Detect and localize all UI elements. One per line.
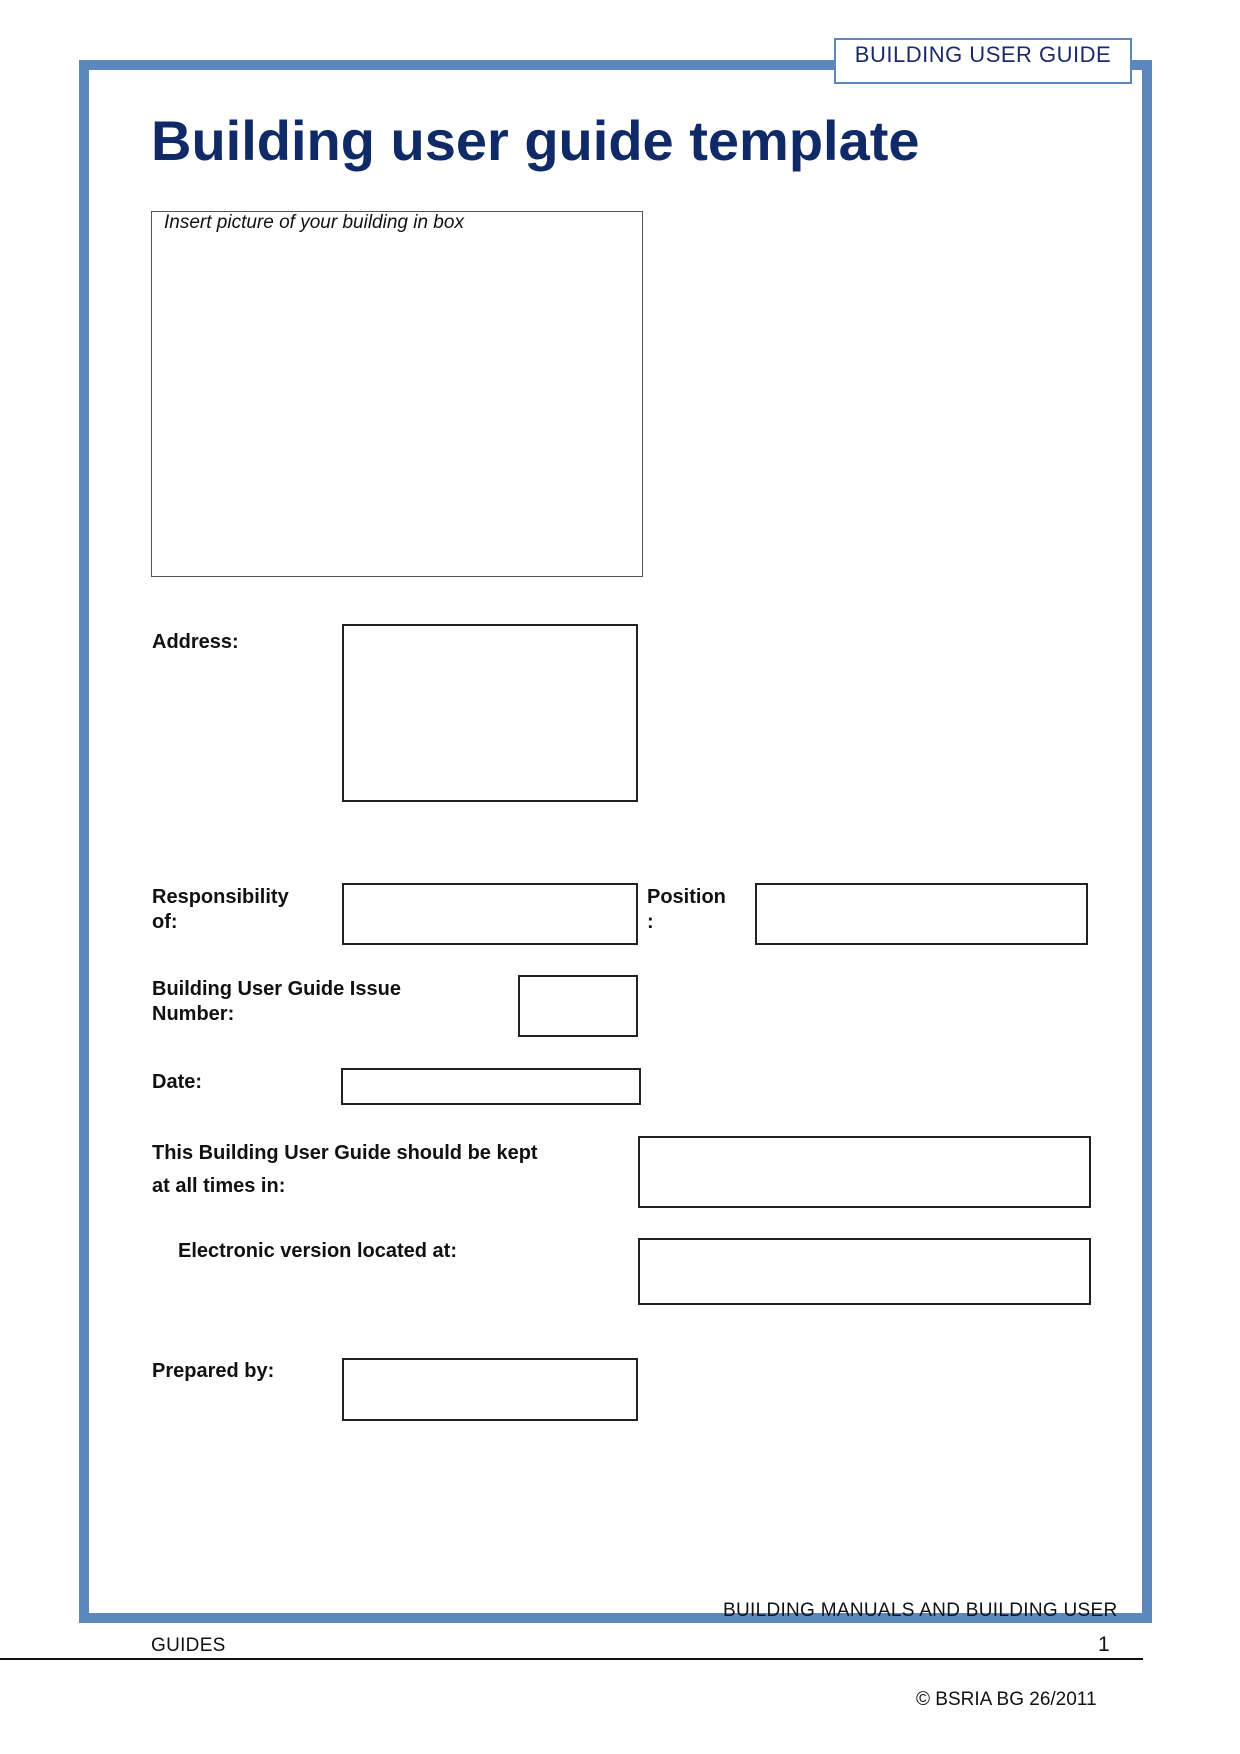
date-field[interactable] [341,1068,641,1105]
kept-location-label: This Building User Guide should be kept at all times in: [152,1142,538,1197]
responsibility-field[interactable] [342,883,638,945]
prepared-by-label: Prepared by: [152,1360,275,1382]
header-tab [834,38,1132,84]
header-tab-label: BUILDING USER GUIDE [854,42,1112,67]
position-label: Position : [647,886,726,933]
responsibility-label: Responsibility of: [152,886,289,933]
footer-series-title-line2: GUIDES [151,1635,226,1656]
address-field[interactable] [342,624,638,802]
picture-hint: Insert picture of your building in box [164,212,464,233]
page-number: 1 [1098,1633,1110,1656]
prepared-by-field[interactable] [342,1358,638,1421]
date-label: Date: [152,1071,203,1093]
footer-divider [0,1658,1143,1660]
electronic-version-label: Electronic version located at: [178,1240,457,1262]
electronic-version-field[interactable] [638,1238,1091,1305]
address-label: Address: [152,631,239,653]
footer-series-title-line1: BUILDING MANUALS AND BUILDING USER [723,1600,1118,1621]
issue-number-field[interactable] [518,975,638,1037]
issue-number-label: Building User Guide Issue Number: [152,978,401,1025]
document-title: Building user guide template [151,109,920,172]
position-field[interactable] [755,883,1088,945]
kept-location-field[interactable] [638,1136,1091,1208]
building-picture-box[interactable] [151,211,643,577]
copyright-notice: © BSRIA BG 26/2011 [916,1689,1097,1710]
